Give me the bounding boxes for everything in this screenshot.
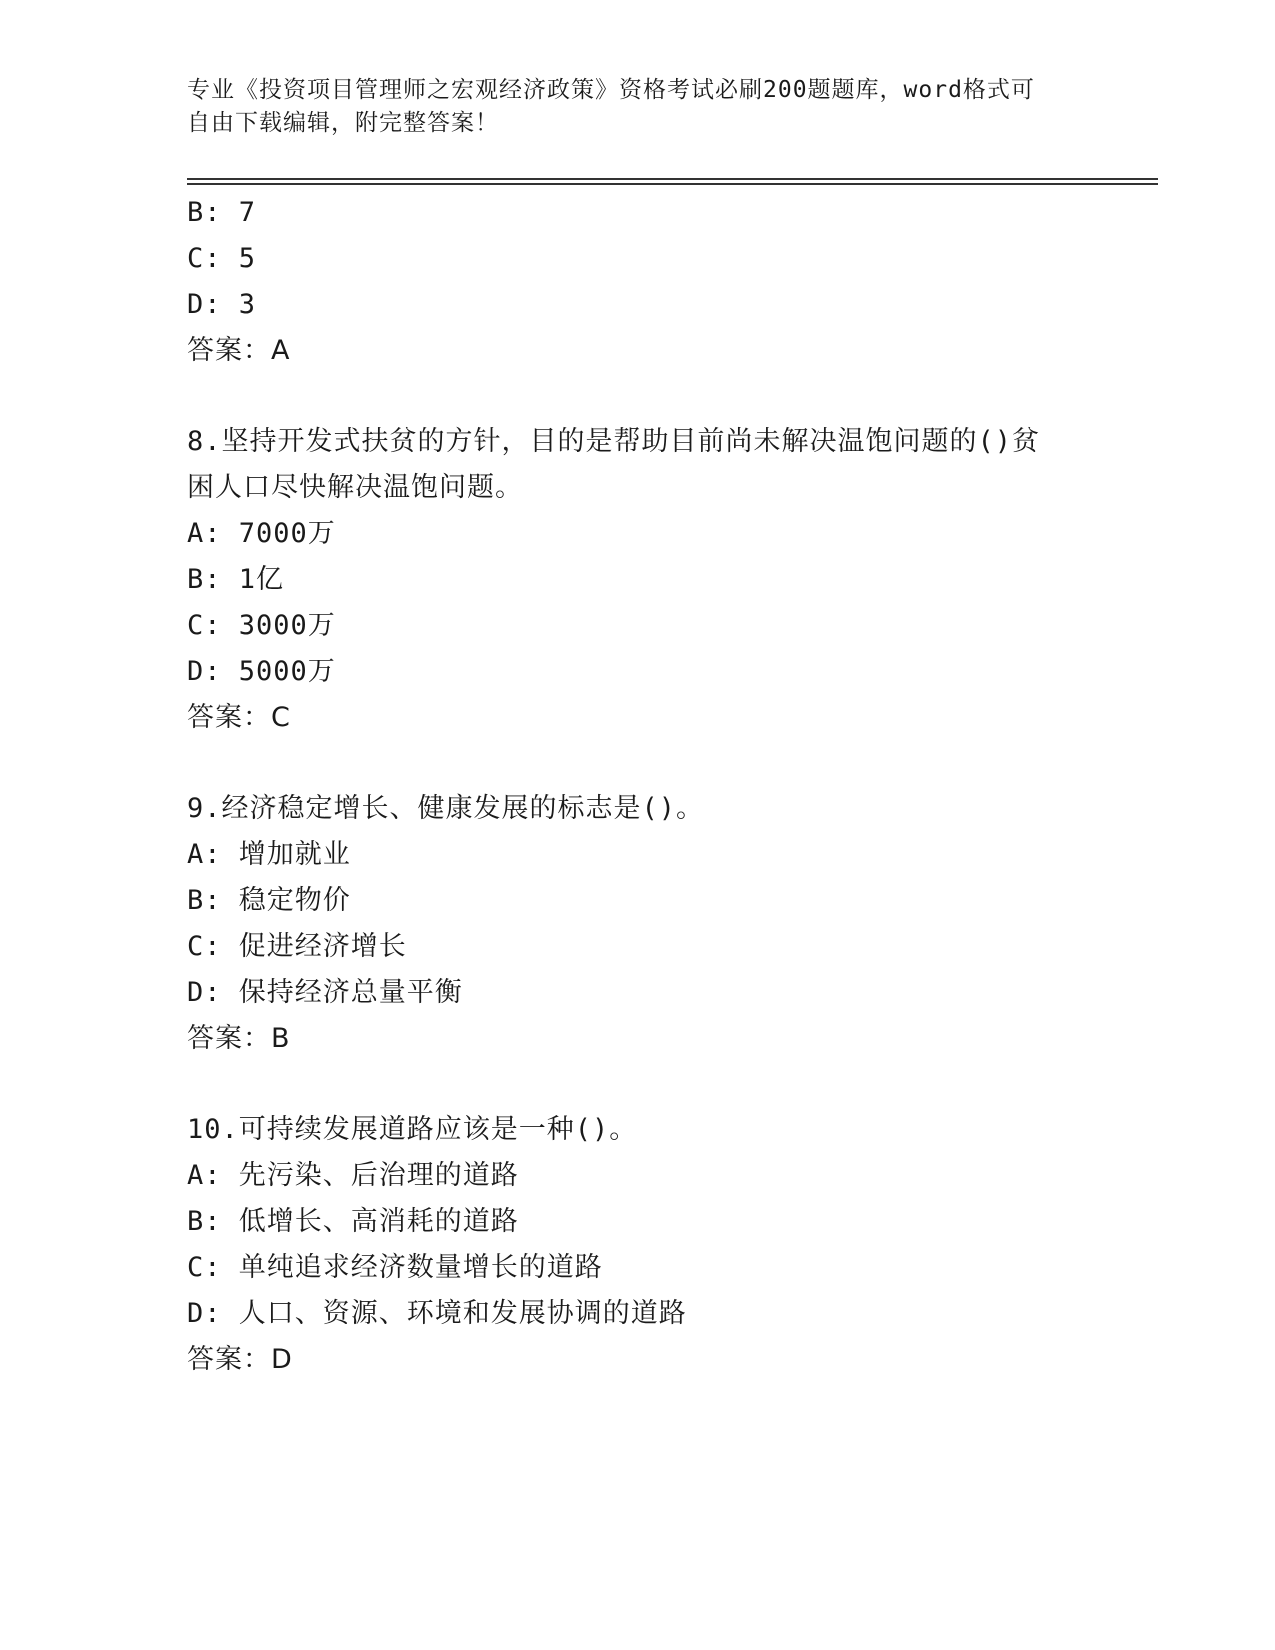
option-b: B: 1亿 xyxy=(187,564,285,595)
question-block-8 xyxy=(187,419,1087,741)
question-text-line-1: 8.坚持开发式扶贫的方针，目的是帮助目前尚未解决温饱问题的()贫 xyxy=(187,426,1041,457)
option-a: A: 7000万 xyxy=(187,518,336,549)
answer-line: 答案：C xyxy=(187,702,291,733)
header-line-2: 自由下载编辑，附完整答案！ xyxy=(187,110,499,136)
header-line-1: 专业《投资项目管理师之宏观经济政策》资格考试必刷200题题库，word格式可 xyxy=(187,77,1035,103)
option-b: B: 低增长、高消耗的道路 xyxy=(187,1206,519,1237)
answer-line: 答案：D xyxy=(187,1344,293,1375)
option-b: B: 稳定物价 xyxy=(187,885,351,916)
option-a: A: 增加就业 xyxy=(187,839,351,870)
option-c: C: 5 xyxy=(187,243,257,274)
option-d: D: 保持经济总量平衡 xyxy=(187,977,463,1008)
question-block-10 xyxy=(187,1107,1087,1383)
question-text-line-2: 困人口尽快解决温饱问题。 xyxy=(187,472,523,503)
question-block-9 xyxy=(187,786,1087,1062)
option-a: A: 先污染、后治理的道路 xyxy=(187,1160,519,1191)
option-b: B: 7 xyxy=(187,197,257,228)
question-block-prev xyxy=(187,190,1087,374)
option-d: D: 3 xyxy=(187,289,257,320)
header-divider-bottom xyxy=(187,183,1158,185)
option-c: C: 单纯追求经济数量增长的道路 xyxy=(187,1252,603,1283)
option-c: C: 促进经济增长 xyxy=(187,931,407,962)
question-text: 10.可持续发展道路应该是一种()。 xyxy=(187,1114,638,1145)
option-d: D: 5000万 xyxy=(187,656,336,687)
header-divider-top xyxy=(187,178,1158,180)
question-list xyxy=(187,190,1087,1383)
question-text: 9.经济稳定增长、健康发展的标志是()。 xyxy=(187,793,705,824)
answer-line: 答案：B xyxy=(187,1023,291,1054)
document-header xyxy=(187,74,1067,140)
answer-line: 答案：A xyxy=(187,335,291,366)
option-c: C: 3000万 xyxy=(187,610,336,641)
option-d: D: 人口、资源、环境和发展协调的道路 xyxy=(187,1298,687,1329)
